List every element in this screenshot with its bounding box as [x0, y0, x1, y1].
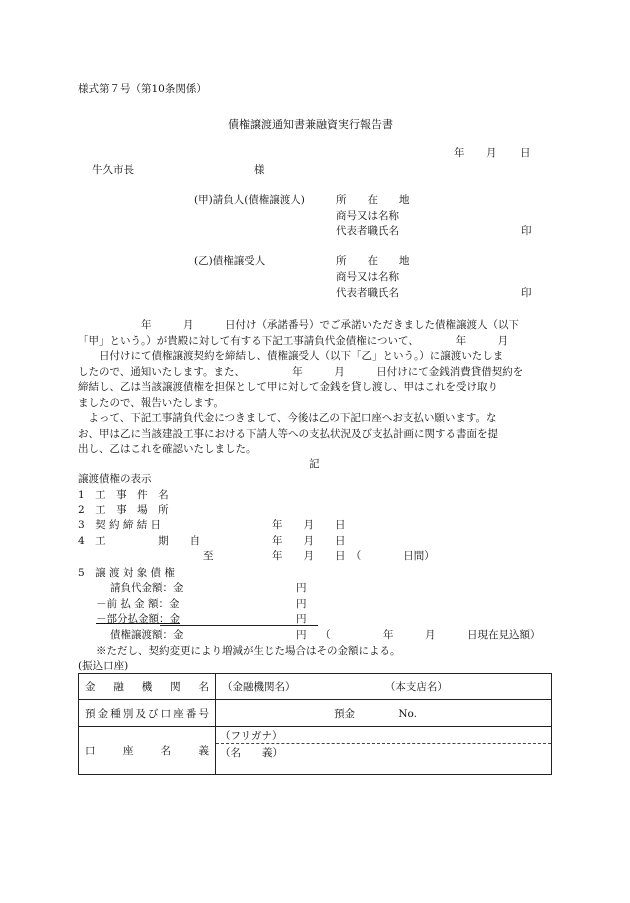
body-line: 日付けにて債権譲渡契約を締結し、債権譲受人（以下「乙」という。）に譲渡いたしま [78, 350, 504, 362]
account-holder-label: 口座名義 [79, 727, 216, 775]
yen-unit: 円 [296, 582, 307, 594]
item-contract-date: 3 契 約 締 結 日 [78, 519, 162, 531]
table-row [79, 674, 552, 700]
transfer-claim-heading: 譲渡債権の表示 [78, 473, 152, 485]
contract-amount-label: 請負代金額：金 [110, 582, 184, 594]
ki-heading: 記 [309, 458, 320, 470]
body-line: 「甲」という。）が貴殿に対して有する下記工事請負代金債権について、 年 月 [78, 334, 509, 347]
table-row [79, 700, 552, 727]
amount-change-note: ※ただし、契約変更により増減が生じた場合はその金額による。 [96, 645, 401, 657]
account-type-cell[interactable] [216, 700, 552, 727]
bank-account-table [78, 673, 552, 775]
addressee-suffix: 様 [254, 164, 265, 176]
form-number: 様式第７号（第10条関係） [78, 83, 207, 95]
party-a-label: (甲)請負人(債権譲渡人) [194, 194, 305, 206]
account-type-label: 預金種別及び口座番号 [79, 700, 216, 727]
account-number-label: No. [398, 707, 418, 720]
item-transfer-claim: 5 譲 渡 対 象 債 権 [78, 567, 175, 579]
party-a-company-label: 商号又は名称 [336, 210, 399, 222]
holder-name-line: （名 義） [220, 747, 283, 759]
body-line: よって、下記工事請負代金につきまして、今後は乙の下記口座へお支払い願います。な [78, 412, 497, 424]
account-holder-cell[interactable] [216, 727, 552, 775]
addressee: 牛久市長 [92, 164, 134, 176]
furigana-line: （フリガナ） [216, 727, 551, 744]
period-to-date: 年 月 日 （ 日間） [272, 550, 435, 562]
party-b-label: (乙)債権譲受人 [194, 255, 266, 267]
party-a-rep-label: 代表者職氏名 [336, 225, 399, 237]
partial-payment-label: －部分払金額：金 [96, 613, 180, 625]
table-row [79, 727, 552, 775]
deposit-type: 預金 [334, 707, 355, 720]
party-b-rep-label: 代表者職氏名 [336, 287, 399, 299]
body-line: お、甲は乙に当該建設工事における下請人等への支払状況及び支払計画に関する書面を提 [78, 427, 498, 440]
date-month: 月 [486, 147, 497, 159]
yen-unit: 円 [296, 629, 307, 641]
party-b-seal: 印 [521, 287, 532, 299]
body-line: 出し、乙はこれを確認いたしました。 [78, 443, 257, 455]
yen-unit: 円 [296, 598, 307, 610]
advance-payment-label: －前 払 金 額：金 [96, 598, 180, 610]
date-day: 日 [520, 147, 531, 159]
body-line: したので、通知いたします。また、 年 月 日付けにて金銭消費貸借契約を [78, 365, 524, 378]
period-to-label: 至 [203, 550, 214, 562]
bank-name-label: 金融機関名 [79, 674, 216, 700]
document-title: 債権譲渡通知書兼融資実行報告書 [228, 118, 393, 131]
branch-name-placeholder: （本支店名） [384, 681, 448, 693]
party-a-address-label: 所 在 地 [336, 194, 410, 206]
bank-name-placeholder: （金融機関名） [222, 681, 296, 693]
body-line: 締結し、乙は当該譲渡債権を担保として甲に対して金銭を貸し渡し、甲はこれを受け取り [78, 381, 498, 393]
bank-name-cell[interactable] [216, 674, 552, 700]
party-a-seal: 印 [521, 225, 532, 237]
notice-body [78, 318, 552, 458]
transfer-amount-note: （ 年 月 日現在見込額） [320, 629, 541, 641]
body-line: 年 月 日付け（承諾番号）でご承諾いただきました債権譲渡人（以下 [78, 319, 519, 331]
bank-account-heading: (振込口座) [78, 660, 129, 672]
date-year: 年 [454, 147, 465, 159]
party-b-company-label: 商号又は名称 [336, 271, 399, 283]
item-construction-site: 2 工 事 場 所 [78, 504, 169, 516]
party-b-address-label: 所 在 地 [336, 255, 410, 267]
body-line: ましたので、報告いたします。 [78, 396, 224, 409]
partial-payment-underline [160, 625, 318, 626]
item-period: 4 工 期 自 [78, 535, 201, 547]
contract-date-value: 年 月 日 [272, 519, 346, 531]
yen-unit: 円 [296, 613, 307, 625]
item-construction-name: 1 工 事 件 名 [78, 489, 169, 501]
period-from-date: 年 月 日 [272, 535, 346, 547]
transfer-amount-label: 債権譲渡額：金 [110, 629, 184, 641]
